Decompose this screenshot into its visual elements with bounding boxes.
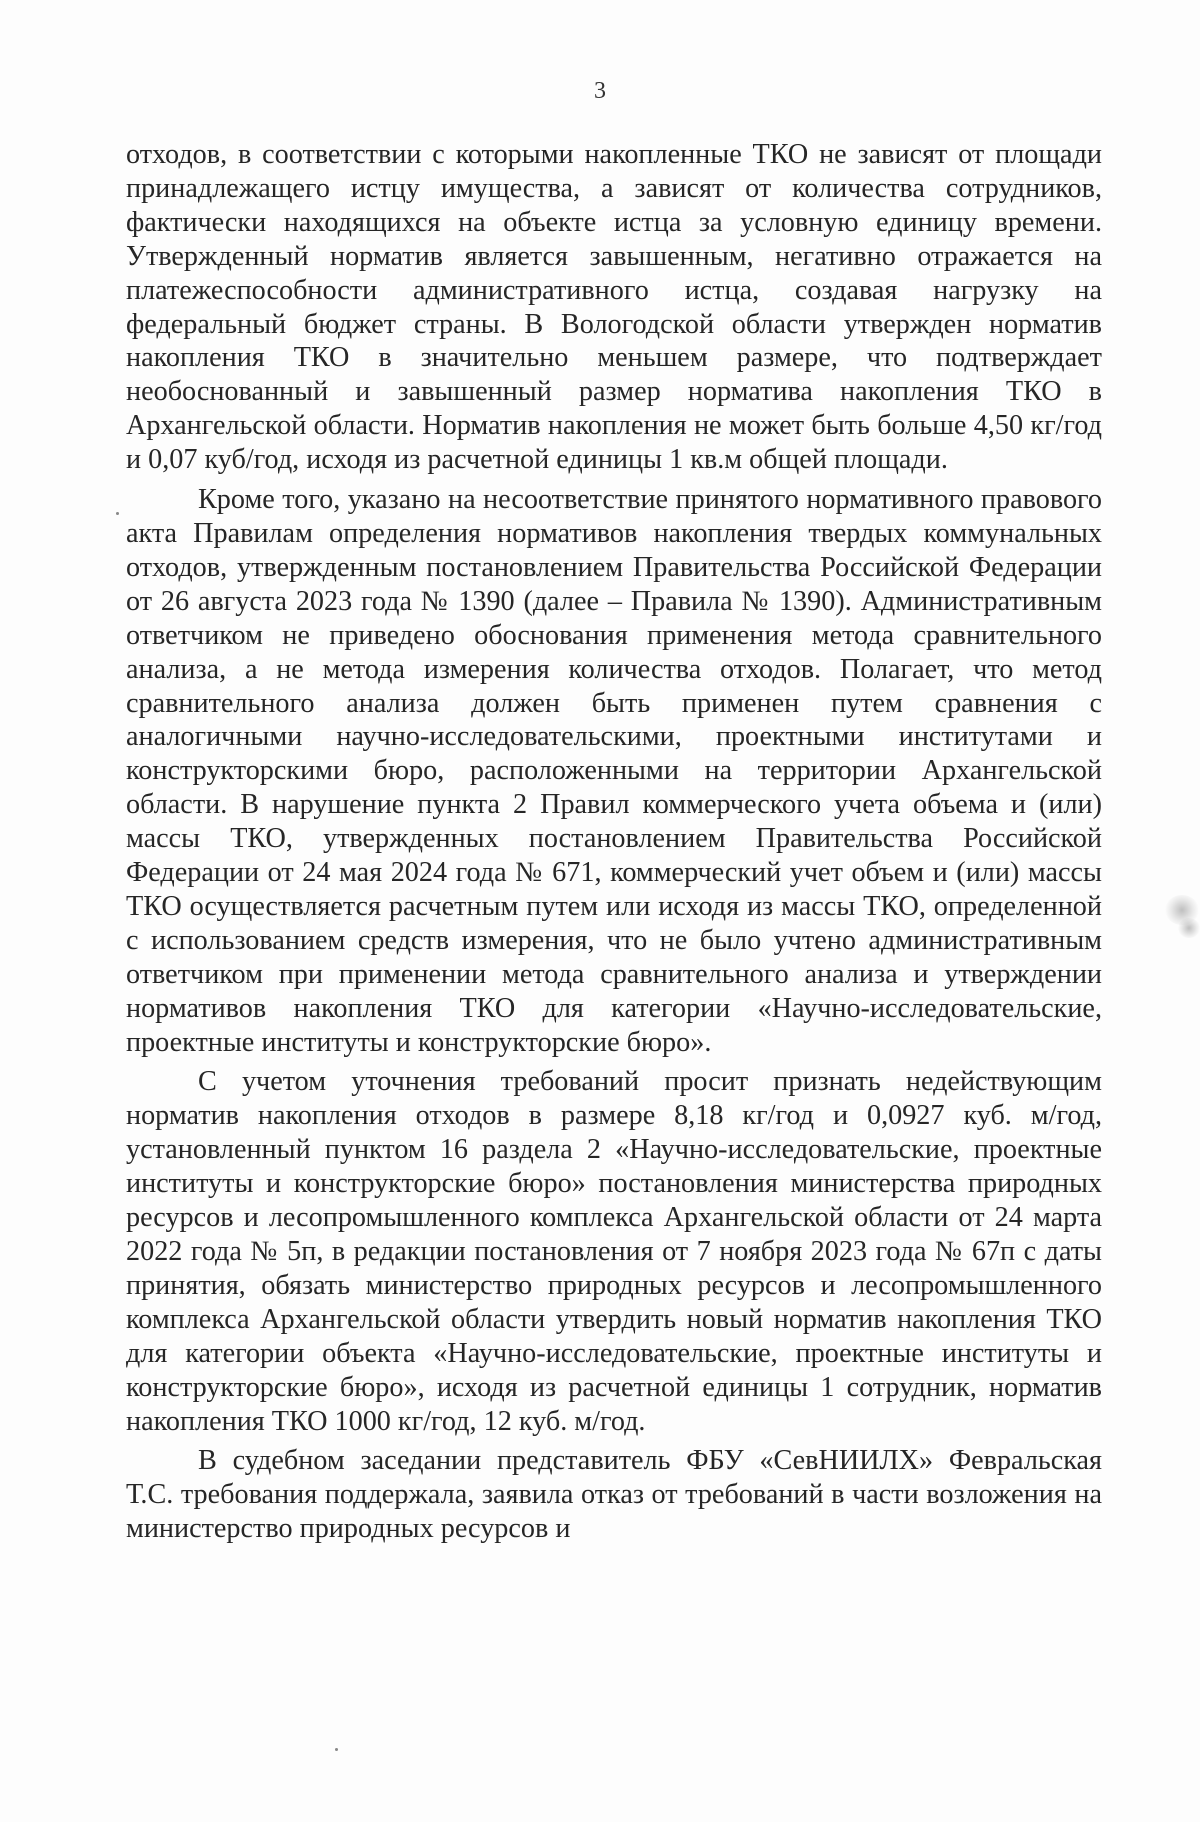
page-number: 3 [594,78,606,104]
scan-speck [116,512,119,515]
paragraph-3: С учетом уточнения требований просит признать недействующим норматив накопления отходов в размере 8,18 кг/год и 0,0927 куб. м/год, установленный пунктом 16 раздела 2 «Научно-исследовательские, проектные институты и конструкторские бюро» постановления министерства природных ресурсов и лесопромышленного комплекса Архангельской области от 24 марта 2022 года № 5п, в редакции постановления от 7 ноября 2023 года № 67п с даты принятия, обязать министерство природных ресурсов и лесопромышленного комплекса Архангельской области утвердить новый норматив накопления ТКО для категории объекта «Научно-исследовательские, проектные институты и конструкторские бюро», исходя из расчетной единицы 1 сотрудник, норматив накопления ТКО 1000 кг/год, 12 куб. м/год. [126,1066,1102,1437]
paragraph-2: Кроме того, указано на несоответствие принятого нормативного правового акта Правилам определения нормативов накопления твердых коммунальных отходов, утвержденным постановлением Правительства Российской Федерации от 26 августа 2023 года № 1390 (далее – Правила № 1390). Административным ответчиком не приведено обоснования применения метода сравнительного анализа, а не метода измерения количества отходов. Полагает, что метод сравнительного анализа должен быть применен путем сравнения с аналогичными научно-исследовательскими, проектными институтами и конструкторскими бюро, расположенными на территории Архангельской области. В нарушение пункта 2 Правил коммерческого учета объема и (или) массы ТКО, утвержденных постановлением Правительства Российской Федерации от 24 мая 2024 года № 671, коммерческий учет объем и (или) массы ТКО осуществляется расчетным путем или исходя из массы ТКО, определенной с использованием средств измерения, что не было учтено административным ответчиком при применении метода сравнительного анализа и утверждении нормативов накопления ТКО для категории «Научно-исследовательские, проектные институты и конструкторские бюро». [126,484,1102,1058]
paragraph-4: В судебном заседании представитель ФБУ «СевНИИЛХ» Февральская Т.С. требования поддержала, заявила отказ от требований в части возложения на министерство природных ресурсов и [126,1445,1102,1545]
scan-speck [335,1748,338,1751]
document-body [126,138,1102,1546]
paragraph-1: отходов, в соответствии с которыми накопленные ТКО не зависят от площади принадлежащего истцу имущества, а зависят от количества сотрудников, фактически находящихся на объекте истца за условную единицу времени. Утвержденный норматив является завышенным, негативно отражается на платежеспособности административного истца, создавая нагрузку на федеральный бюджет страны. В Вологодской области утвержден норматив накопления ТКО в значительно меньшем размере, что подтверждает необоснованный и завышенный размер норматива накопления ТКО в Архангельской области. Норматив накопления не может быть больше 4,50 кг/год и 0,07 куб/год, исходя из расчетной единицы 1 кв.м общей площади. [126,139,1102,476]
scan-smudge [1178,918,1200,938]
